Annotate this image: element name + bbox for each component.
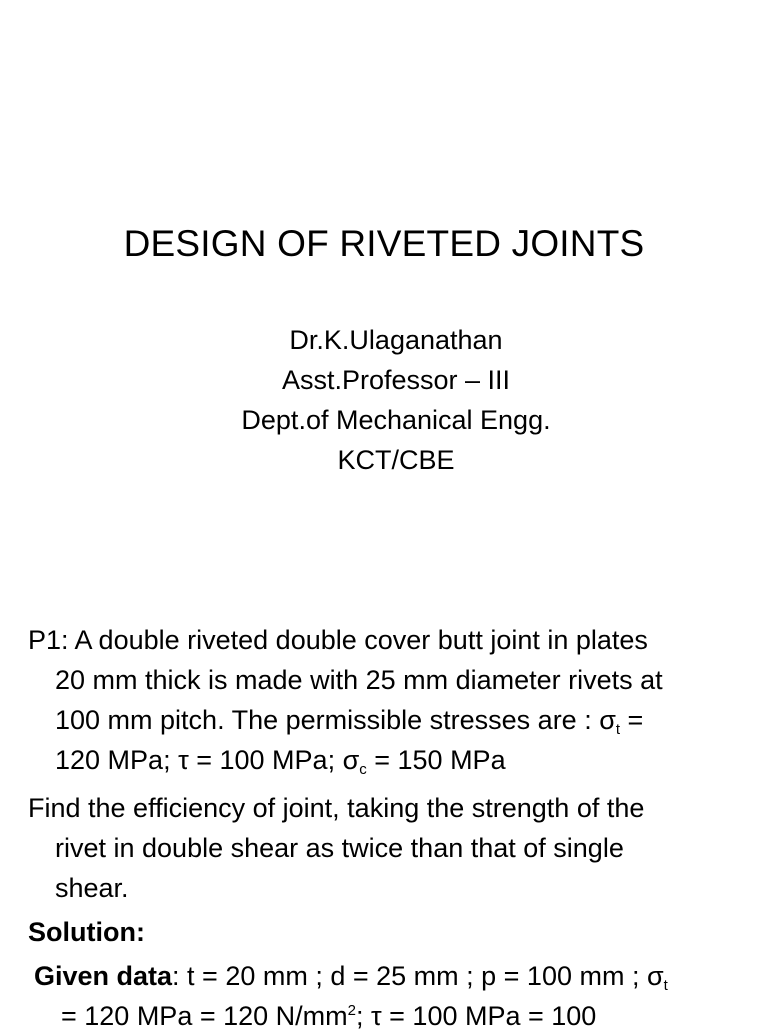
problem-line-4 — [28, 740, 758, 780]
author-department: Dept.of Mechanical Engg. — [241, 405, 551, 435]
given-line-2-text: = 120 MPa = 120 N/mm — [61, 1001, 348, 1031]
author-name: Dr.K.Ulaganathan — [289, 325, 503, 355]
problem-line-3-text: 100 mm pitch. The permissible stresses are : σ — [55, 705, 616, 735]
given-data — [34, 956, 764, 1036]
find-statement — [28, 788, 758, 908]
solution-label: Solution: — [28, 917, 145, 947]
slide-title: DESIGN OF RIVETED JOINTS — [123, 223, 645, 264]
problem-line-4-end: = 150 MPa — [366, 745, 506, 775]
problem-line-1: P1: A double riveted double cover butt joint in plates — [28, 625, 648, 655]
find-line-2: rivet in double shear as twice than that of single — [55, 833, 624, 863]
given-line-2-end: ; τ = 100 MPa = 100 — [355, 1001, 597, 1031]
given-data-label: Given data — [34, 961, 173, 991]
find-line-1: Find the efficiency of joint, taking the strength of the — [28, 793, 645, 823]
problem-statement — [28, 620, 758, 780]
given-line-2 — [34, 996, 764, 1036]
problem-line-3 — [28, 700, 758, 740]
problem-line-2: 20 mm thick is made with 25 mm diameter rivets at — [55, 665, 663, 695]
mm-squared-superscript: 2 — [347, 1002, 356, 1019]
sigma-c-subscript: c — [359, 761, 367, 778]
author-block — [0, 320, 768, 480]
sigma-t-subscript: t — [615, 721, 621, 738]
problem-line-3-end: = — [620, 705, 644, 735]
find-line-3: shear. — [55, 873, 129, 903]
author-institution: KCT/CBE — [337, 445, 455, 475]
given-line-1-text: : t = 20 mm ; d = 25 mm ; p = 100 mm ; σ — [172, 961, 664, 991]
problem-line-4-text: 120 MPa; τ = 100 MPa; σ — [55, 745, 360, 775]
given-line-1 — [34, 956, 764, 996]
author-designation: Asst.Professor – III — [281, 365, 511, 395]
problem-slide — [0, 600, 768, 1031]
given-sigma-t-subscript: t — [663, 977, 668, 994]
